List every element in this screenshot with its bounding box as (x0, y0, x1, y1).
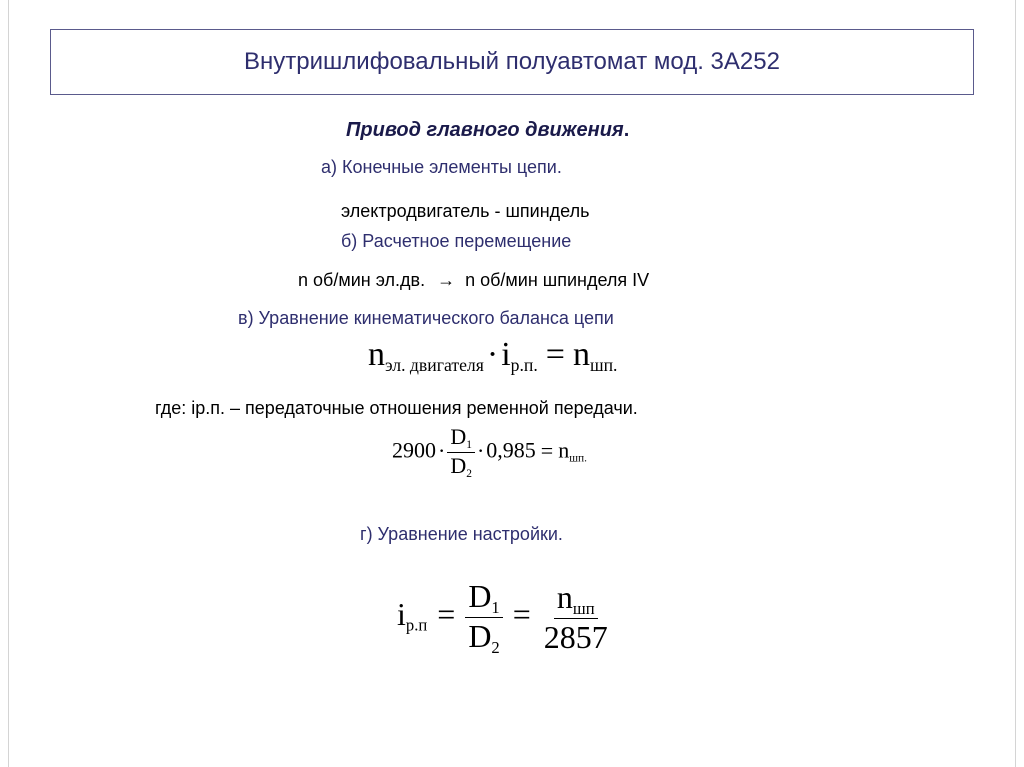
eq3-i-sub: р.п (405, 615, 428, 635)
item-g-label: г) Уравнение настройки. (360, 524, 563, 544)
eq2-num-sub: 1 (466, 439, 472, 451)
eq2-dot1: · (438, 437, 446, 463)
eq2-den-sub: 2 (466, 468, 472, 481)
title-box (50, 29, 974, 95)
eq3-fraction-d (465, 578, 502, 657)
eq2-num-d: D (450, 424, 467, 449)
equation-kinematic-balance (368, 336, 617, 376)
eq3-num-d: D (468, 578, 492, 614)
slide-right-edge (1015, 0, 1016, 767)
b-right-text: n об/мин шпинделя IV (465, 270, 650, 290)
right-arrow-icon: → (437, 270, 456, 290)
eq1-dot: · (486, 336, 499, 373)
eq1-n: n (368, 336, 385, 373)
eq3-i: i (397, 595, 406, 632)
eq2-coef: 2900 (392, 437, 436, 463)
eq3-num-sub: 1 (491, 597, 500, 617)
eq2-equals: = (540, 437, 554, 463)
eq2-denominator (447, 453, 475, 481)
eq2-rhs-sub: шп. (569, 452, 587, 465)
eq1-rhs-sub: шп. (589, 355, 618, 376)
eq3-denominator-2: 2857 (543, 619, 608, 656)
item-a-label: а) Конечные элементы цепи. (321, 157, 562, 177)
eq3-equals-2: = (512, 595, 531, 632)
item-b-label: б) Расчетное перемещение (341, 231, 572, 251)
eq3-den-d: D (468, 617, 492, 654)
b-left-text: n об/мин эл.дв. (298, 270, 426, 290)
section-heading-period: . (623, 119, 630, 141)
section-heading (346, 119, 629, 142)
eq3-numerator-2 (554, 579, 598, 619)
eq3-numerator (465, 578, 502, 618)
where-text: где: iр.п. – передаточные отношения ременной передачи. (155, 398, 638, 418)
eq3-fraction-n (541, 579, 611, 656)
eq1-rhs: n (572, 336, 590, 373)
slide-title: Внутришлифовальный полуавтомат мод. 3А252 (244, 48, 780, 75)
eq3-denominator (465, 618, 502, 657)
equation-numeric (392, 424, 587, 481)
eq3-num2-n: n (556, 579, 573, 616)
eq2-fraction (447, 424, 475, 481)
eq2-dot2: · (476, 437, 485, 463)
eq2-numerator (447, 424, 475, 453)
section-heading-text: Привод главного движения (346, 119, 624, 141)
eq2-den-d: D (450, 453, 467, 479)
eq2-rhs: n (558, 437, 570, 463)
eq1-i: i (501, 336, 511, 373)
eq3-den-sub: 2 (491, 637, 500, 657)
eq3-equals-1: = (437, 595, 456, 632)
eq1-equals: = (545, 336, 565, 373)
eq1-n-sub: эл. двигателя (385, 355, 484, 376)
slide-left-edge (8, 0, 9, 767)
eq2-factor: 0,985 (486, 437, 536, 463)
equation-tuning (397, 578, 611, 657)
eq3-num2-sub: шп (572, 598, 595, 618)
item-a-text: электродвигатель - шпиндель (341, 201, 590, 221)
eq1-i-sub: р.п. (510, 355, 538, 376)
item-b-text (298, 270, 649, 291)
item-v-label: в) Уравнение кинематического баланса цепи (238, 308, 614, 328)
